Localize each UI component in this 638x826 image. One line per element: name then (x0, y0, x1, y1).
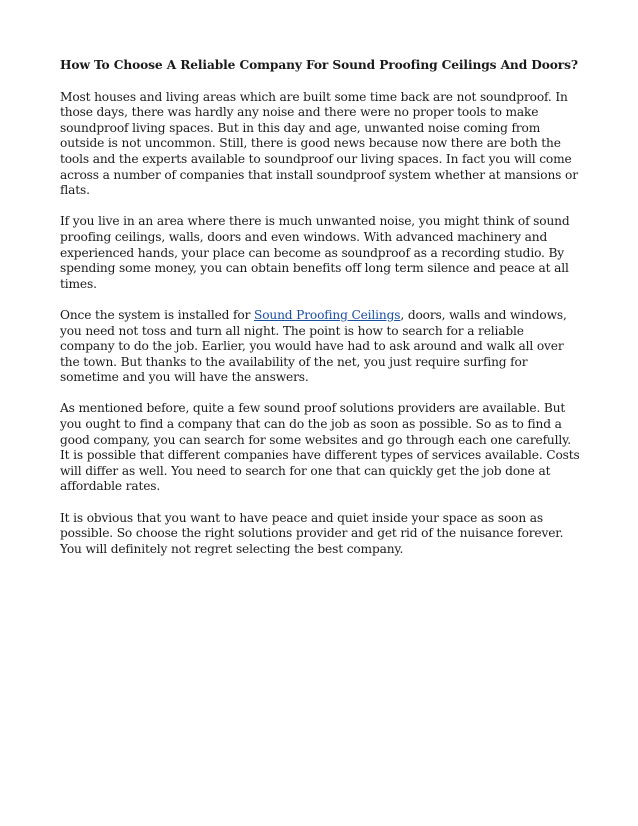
sound-proofing-ceilings-link[interactable]: Sound Proofing Ceilings (254, 307, 401, 322)
paragraph-5: It is obvious that you want to have peace and quiet inside your space as soon as possible. So choose the right solutions provider and get rid of the nuisance forever. You will definitely not regret selecting the best company. (60, 510, 564, 556)
paragraph-1: Most houses and living areas which are built some time back are not soundproof. In those days, there was hardly any noise and there were no proper tools to make soundproof living spaces. But in this day and age, unwanted noise coming from outside is not uncommon. Still, there is good news because now there are both the tools and the experts available to soundproof our living spaces. In fact you will come across a number of companies that install soundproof system whether at mansions or flats. (60, 89, 578, 198)
document-body (60, 58, 580, 573)
document-title: How To Choose A Reliable Company For Sound Proofing Ceilings And Doors? (60, 58, 578, 72)
paragraph-2: If you live in an area where there is much unwanted noise, you might think of sound proofing ceilings, walls, doors and even windows. With advanced machinery and experienced hands, your place can become as soundproof as a recording studio. By spending some money, you can obtain benefits off long term silence and peace at all times. (60, 214, 570, 291)
paragraph-3-text-before-link: Once the system is installed for (60, 307, 254, 322)
paragraph-3 (60, 308, 580, 386)
paragraph-4: As mentioned before, quite a few sound proof solutions providers are available. But you ought to find a company that can do the job as soon as possible. So as to find a good company, you can search for some websites and go through each one carefully. It is possible that different companies have different types of services available. Costs will differ as well. You need to search for one that can quickly get the job done at affordable rates. (60, 401, 580, 494)
paragraph-3-text-after-link: , doors, walls and windows, you need not toss and turn all night. The point is how to search for a reliable company to do the job. Earlier, you would have had to ask around and walk all over the town. But thanks to the availability of the net, you just require surfing for sometime and you will have the answers. (60, 307, 567, 385)
